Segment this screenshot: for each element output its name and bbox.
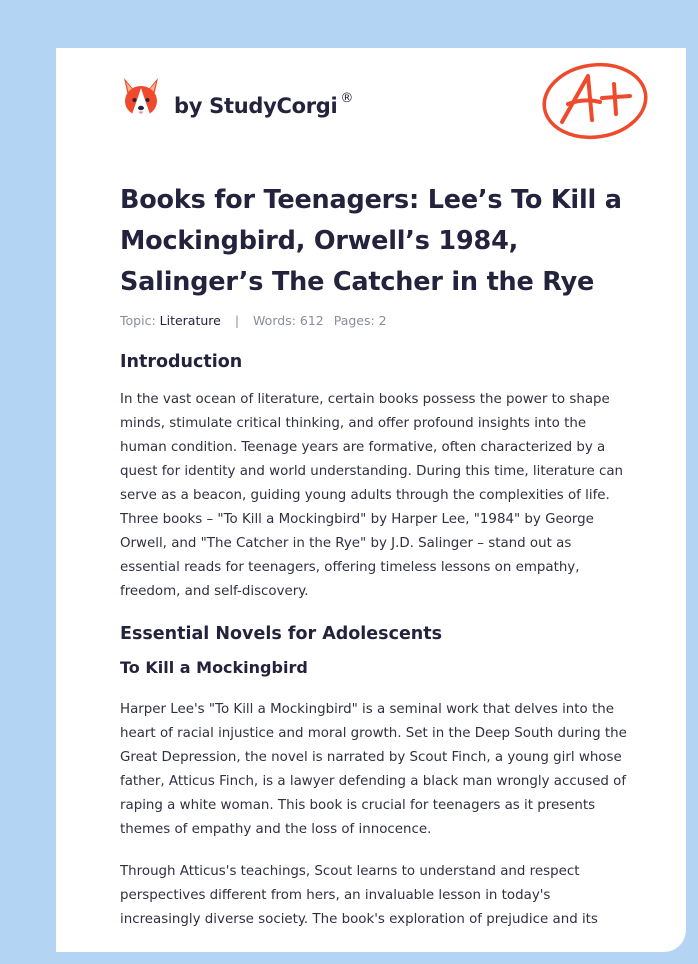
corgi-logo-icon (120, 76, 162, 122)
introduction-paragraph: In the vast ocean of literature, certain books possess the power to shape minds, stimulate critical thinking, and offer profound insights into the human condition. Teenage years are formative, often characterized by a quest for identity and world understanding. During this time, literature can serve as a beacon, guiding young adults through the complexities of life. Three books – "To Kill a Mockingbird" by Harper Lee, "1984" by George Orwell, and "The Catcher in the Rye" by J.D. Salinger – stand out as essential reads for teenagers, offering timeless lessons on empathy, freedom, and self-discovery. (120, 392, 624, 599)
article-meta (120, 313, 634, 328)
essential-novels-heading: Essential Novels for Adolescents (120, 624, 443, 644)
header (120, 74, 646, 144)
a-plus-grade-icon (540, 60, 652, 142)
mockingbird-heading: To Kill a Mockingbird (120, 658, 308, 677)
page-count: Pages: 2 (333, 313, 387, 328)
word-count: Words: 612 (253, 313, 324, 328)
introduction-heading: Introduction (120, 352, 243, 372)
article (120, 180, 634, 932)
mockingbird-paragraph-2: Through Atticus's teachings, Scout learns to understand and respect perspectives different from hers, an invaluable lesson in today's increasingly diverse society. The book's exploration of prejudice and its (120, 864, 598, 927)
page-title: Books for Teenagers: Lee’s To Kill a Mockingbird, Orwell’s 1984, Salinger’s The Catcher in the Rye (120, 185, 622, 297)
topic-label: Topic: (120, 313, 156, 328)
brand-name[interactable]: by StudyCorgi ® (174, 91, 354, 118)
document-page (56, 48, 686, 952)
registered-mark: ® (340, 91, 354, 106)
topic-link[interactable]: Literature (159, 313, 221, 328)
meta-separator: | (234, 313, 240, 328)
mockingbird-paragraph-1: Harper Lee's "To Kill a Mockingbird" is a seminal work that delves into the heart of racial injustice and moral growth. Set in the Deep South during the Great Depression, the novel is narrated by Scout Finch, a young girl whose father, Atticus Finch, is a lawyer defending a black man wrongly accused of raping a white woman. This book is crucial for teenagers as it presents themes of empathy and the loss of innocence. (120, 702, 627, 837)
